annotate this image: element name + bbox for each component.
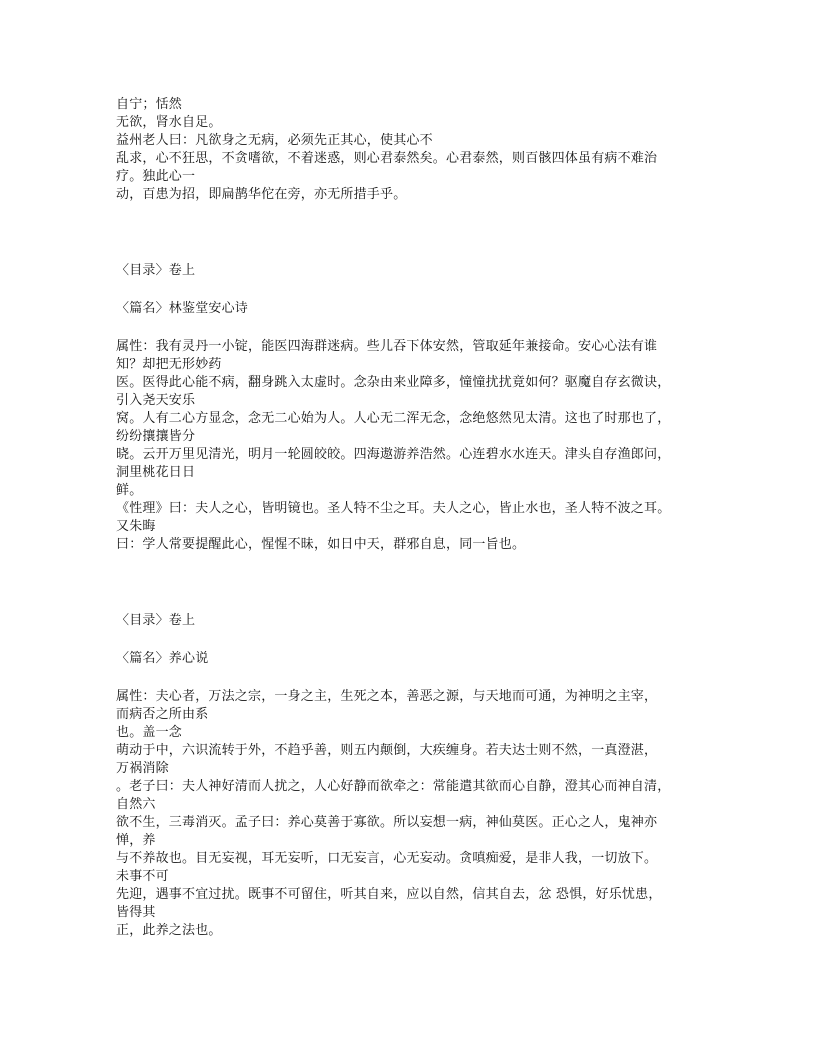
section-divider: [116, 554, 716, 612]
text-line: 洞里桃花日日: [116, 465, 196, 480]
text-line: 乱求，心不狂思，不贪嗜欲，不着迷惑，则心君泰然矣。心君泰然，则百骸四体虽有病不难治: [116, 151, 658, 166]
section-yangxin: [116, 612, 716, 940]
text-line: 疗。独此心一: [116, 169, 196, 184]
text-line: 晓。云开万里见清光，明月一轮圆皎皎。四海遨游养浩然。心连碧水水连天。津头自存渔郎问，: [116, 447, 671, 462]
text-line: 先迎，遇事不宜过扰。既事不可留住，听其自来，应以自然，信其自去，忿 恐惧，好乐忧患，: [116, 887, 662, 902]
document-page: [116, 96, 716, 940]
text-line: 属性：我有灵丹一小锭，能医四海群迷病。些儿吞下体安然，管取延年兼接命。安心心法有谁: [116, 339, 658, 354]
text-line: 与不养故也。目无妄视，耳无妄听，口无妄言，心无妄动。贪嗔痴爱，是非人我，一切放下。: [116, 851, 658, 866]
catalog-heading: 〈目录〉卷上: [116, 613, 196, 628]
text-line: 动，百患为招，即扁鹊华佗在旁，亦无所措手乎。: [116, 187, 407, 202]
section-anxin-poem: [116, 262, 716, 554]
text-line: 自然六: [116, 797, 156, 812]
text-line: 而病否之所由系: [116, 707, 209, 722]
catalog-heading: 〈目录〉卷上: [116, 263, 196, 278]
text-line: 属性：夫心者，万法之宗，一身之主，生死之本，善恶之源，与天地而可通，为神明之主宰，: [116, 689, 658, 704]
spacer: [116, 668, 716, 688]
section-intro-text: [116, 96, 716, 204]
chapter-title: 〈篇名〉养心说: [116, 651, 209, 666]
text-line: 引入尧天安乐: [116, 393, 196, 408]
spacer: [116, 318, 716, 338]
text-line: 正，此养之法也。: [116, 923, 222, 938]
text-line: 鲜。: [116, 483, 143, 498]
text-line: 。老子曰：夫人神好清而人扰之，人心好静而欲牵之：常能遣其欲而心自静，澄其心而神自清，: [116, 779, 671, 794]
text-line: 也。盖一念: [116, 725, 183, 740]
spacer: [116, 630, 716, 650]
text-line: 萌动于中，六识流转于外，不趋乎善，则五内颠倒，大疾缠身。若夫达士则不然，一真澄湛，: [116, 743, 658, 758]
text-line: 皆得其: [116, 905, 156, 920]
text-line: 知？却把无形妙药: [116, 357, 222, 372]
text-line: 《性理》曰：夫人之心，皆明镜也。圣人特不尘之耳。夫人之心，皆止水也，圣人特不波之耳。: [116, 501, 671, 516]
section-divider: [116, 204, 716, 262]
text-line: 万祸消除: [116, 761, 169, 776]
text-line: 窝。人有二心方显念，念无二心始为人。人心无二浑无念，念绝悠然见太清。这也了时那也了，: [116, 411, 671, 426]
text-line: 欲不生，三毒消灭。孟子曰：养心莫善于寡欲。所以妄想一病，神仙莫医。正心之人，鬼神亦: [116, 815, 658, 830]
text-line: 纷纷攘攘皆分: [116, 429, 196, 444]
text-line: 惮，养: [116, 833, 156, 848]
text-line: 医。医得此心能不病，翻身跳入太虚时。念杂由来业障多，憧憧扰扰竟如何？驱魔自存玄微诀，: [116, 375, 671, 390]
text-line: 无欲，肾水自足。: [116, 115, 222, 130]
text-line: 自宁；恬然: [116, 97, 183, 112]
text-line: 又朱晦: [116, 519, 156, 534]
text-line: 未事不可: [116, 869, 169, 884]
text-line: 曰：学人常要提醒此心，惺惺不昧，如日中天，群邪自息，同一旨也。: [116, 537, 526, 552]
spacer: [116, 280, 716, 300]
text-line: 益州老人曰：凡欲身之无病，必须先正其心，使其心不: [116, 133, 433, 148]
chapter-title: 〈篇名〉林鉴堂安心诗: [116, 301, 249, 316]
